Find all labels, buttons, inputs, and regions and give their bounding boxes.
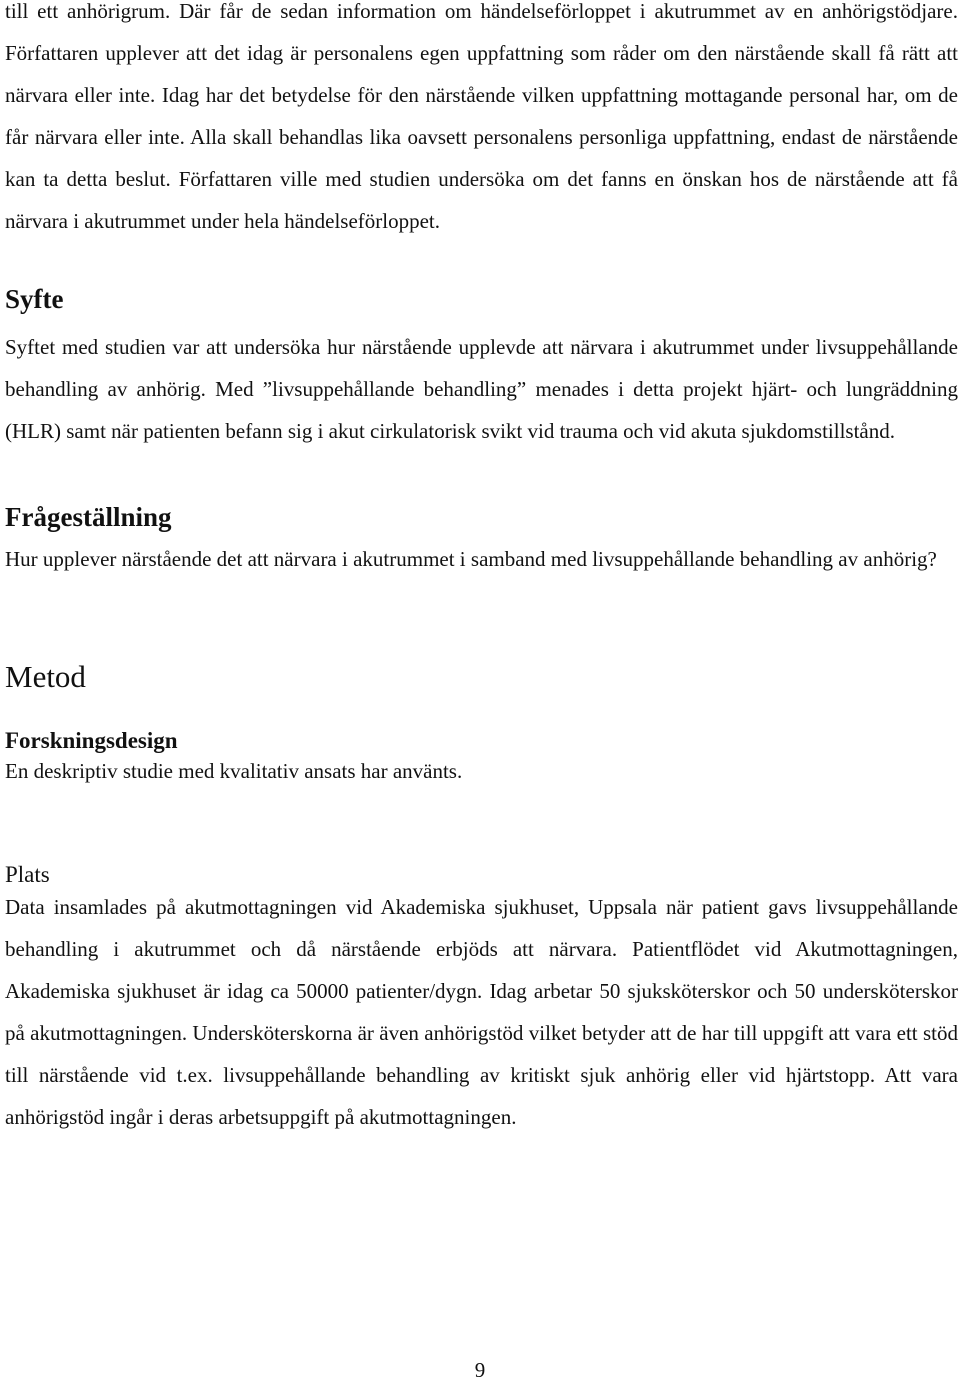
page-number: 9 bbox=[474, 1358, 486, 1382]
plats-paragraph: Data insamlades på akutmottagningen vid Akademiska sjukhuset, Uppsala när patient gavs livsuppehållande behandling i akutrummet och då närstående erbjöds att närvara. Patientflödet vid Akutmottagningen, Akademiska sjukhuset är idag ca 50000 patienter/dygn. Idag arbetar 50 sjuksköterskor och 50 undersköterskor på akutmottagningen. Undersköterskorna är även anhörigstöd vilket betyder att de har till uppgift att vara ett stöd till närstående vid t.ex. livsuppehållande behandling av kritiskt sjuk anhörig eller vid hjärtstopp. Att vara anhörigstöd ingår i deras arbetsuppgift på akutmottagningen. bbox=[5, 895, 958, 1129]
intro-paragraph: till ett anhörigrum. Där får de sedan information om händelseförloppet i akutrummet av en anhörigstödjare. Författaren upplever att det idag är personalens egen uppfattning som råder om den närstående skall få rätt att närvara eller inte. Idag har det betydelse för den närstående vilken uppfattning mottagande personal har, om de får närvara eller inte. Alla skall behandlas lika oavsett personalens personliga uppfattning, endast de närstående kan ta detta beslut. Författaren ville med studien undersöka om det fanns en önskan hos de närstående att få närvara i akutrummet under hela händelseförloppet. bbox=[5, 0, 958, 233]
forskningsdesign-paragraph: En deskriptiv studie med kvalitativ ansats har använts. bbox=[5, 759, 463, 783]
section-heading-syfte: Syfte bbox=[5, 284, 64, 314]
document-page bbox=[5, 0, 958, 1138]
subsection-heading-plats: Plats bbox=[5, 862, 50, 887]
chapter-heading-metod: Metod bbox=[5, 659, 86, 694]
subsection-heading-forskningsdesign: Forskningsdesign bbox=[5, 728, 178, 753]
syfte-paragraph: Syftet med studien var att undersöka hur närstående upplevde att närvara i akutrummet under livsuppehållande behandling av anhörig. Med ”livsuppehållande behandling” menades i detta projekt hjärt- och lungräddning (HLR) samt när patienten befann sig i akut cirkulatorisk svikt vid trauma och vid akuta sjukdomstillstånd. bbox=[5, 335, 958, 443]
fragestallning-paragraph: Hur upplever närstående det att närvara i akutrummet i samband med livsuppehållande behandling av anhörig? bbox=[5, 547, 937, 571]
section-heading-fragestallning: Frågeställning bbox=[5, 502, 172, 532]
